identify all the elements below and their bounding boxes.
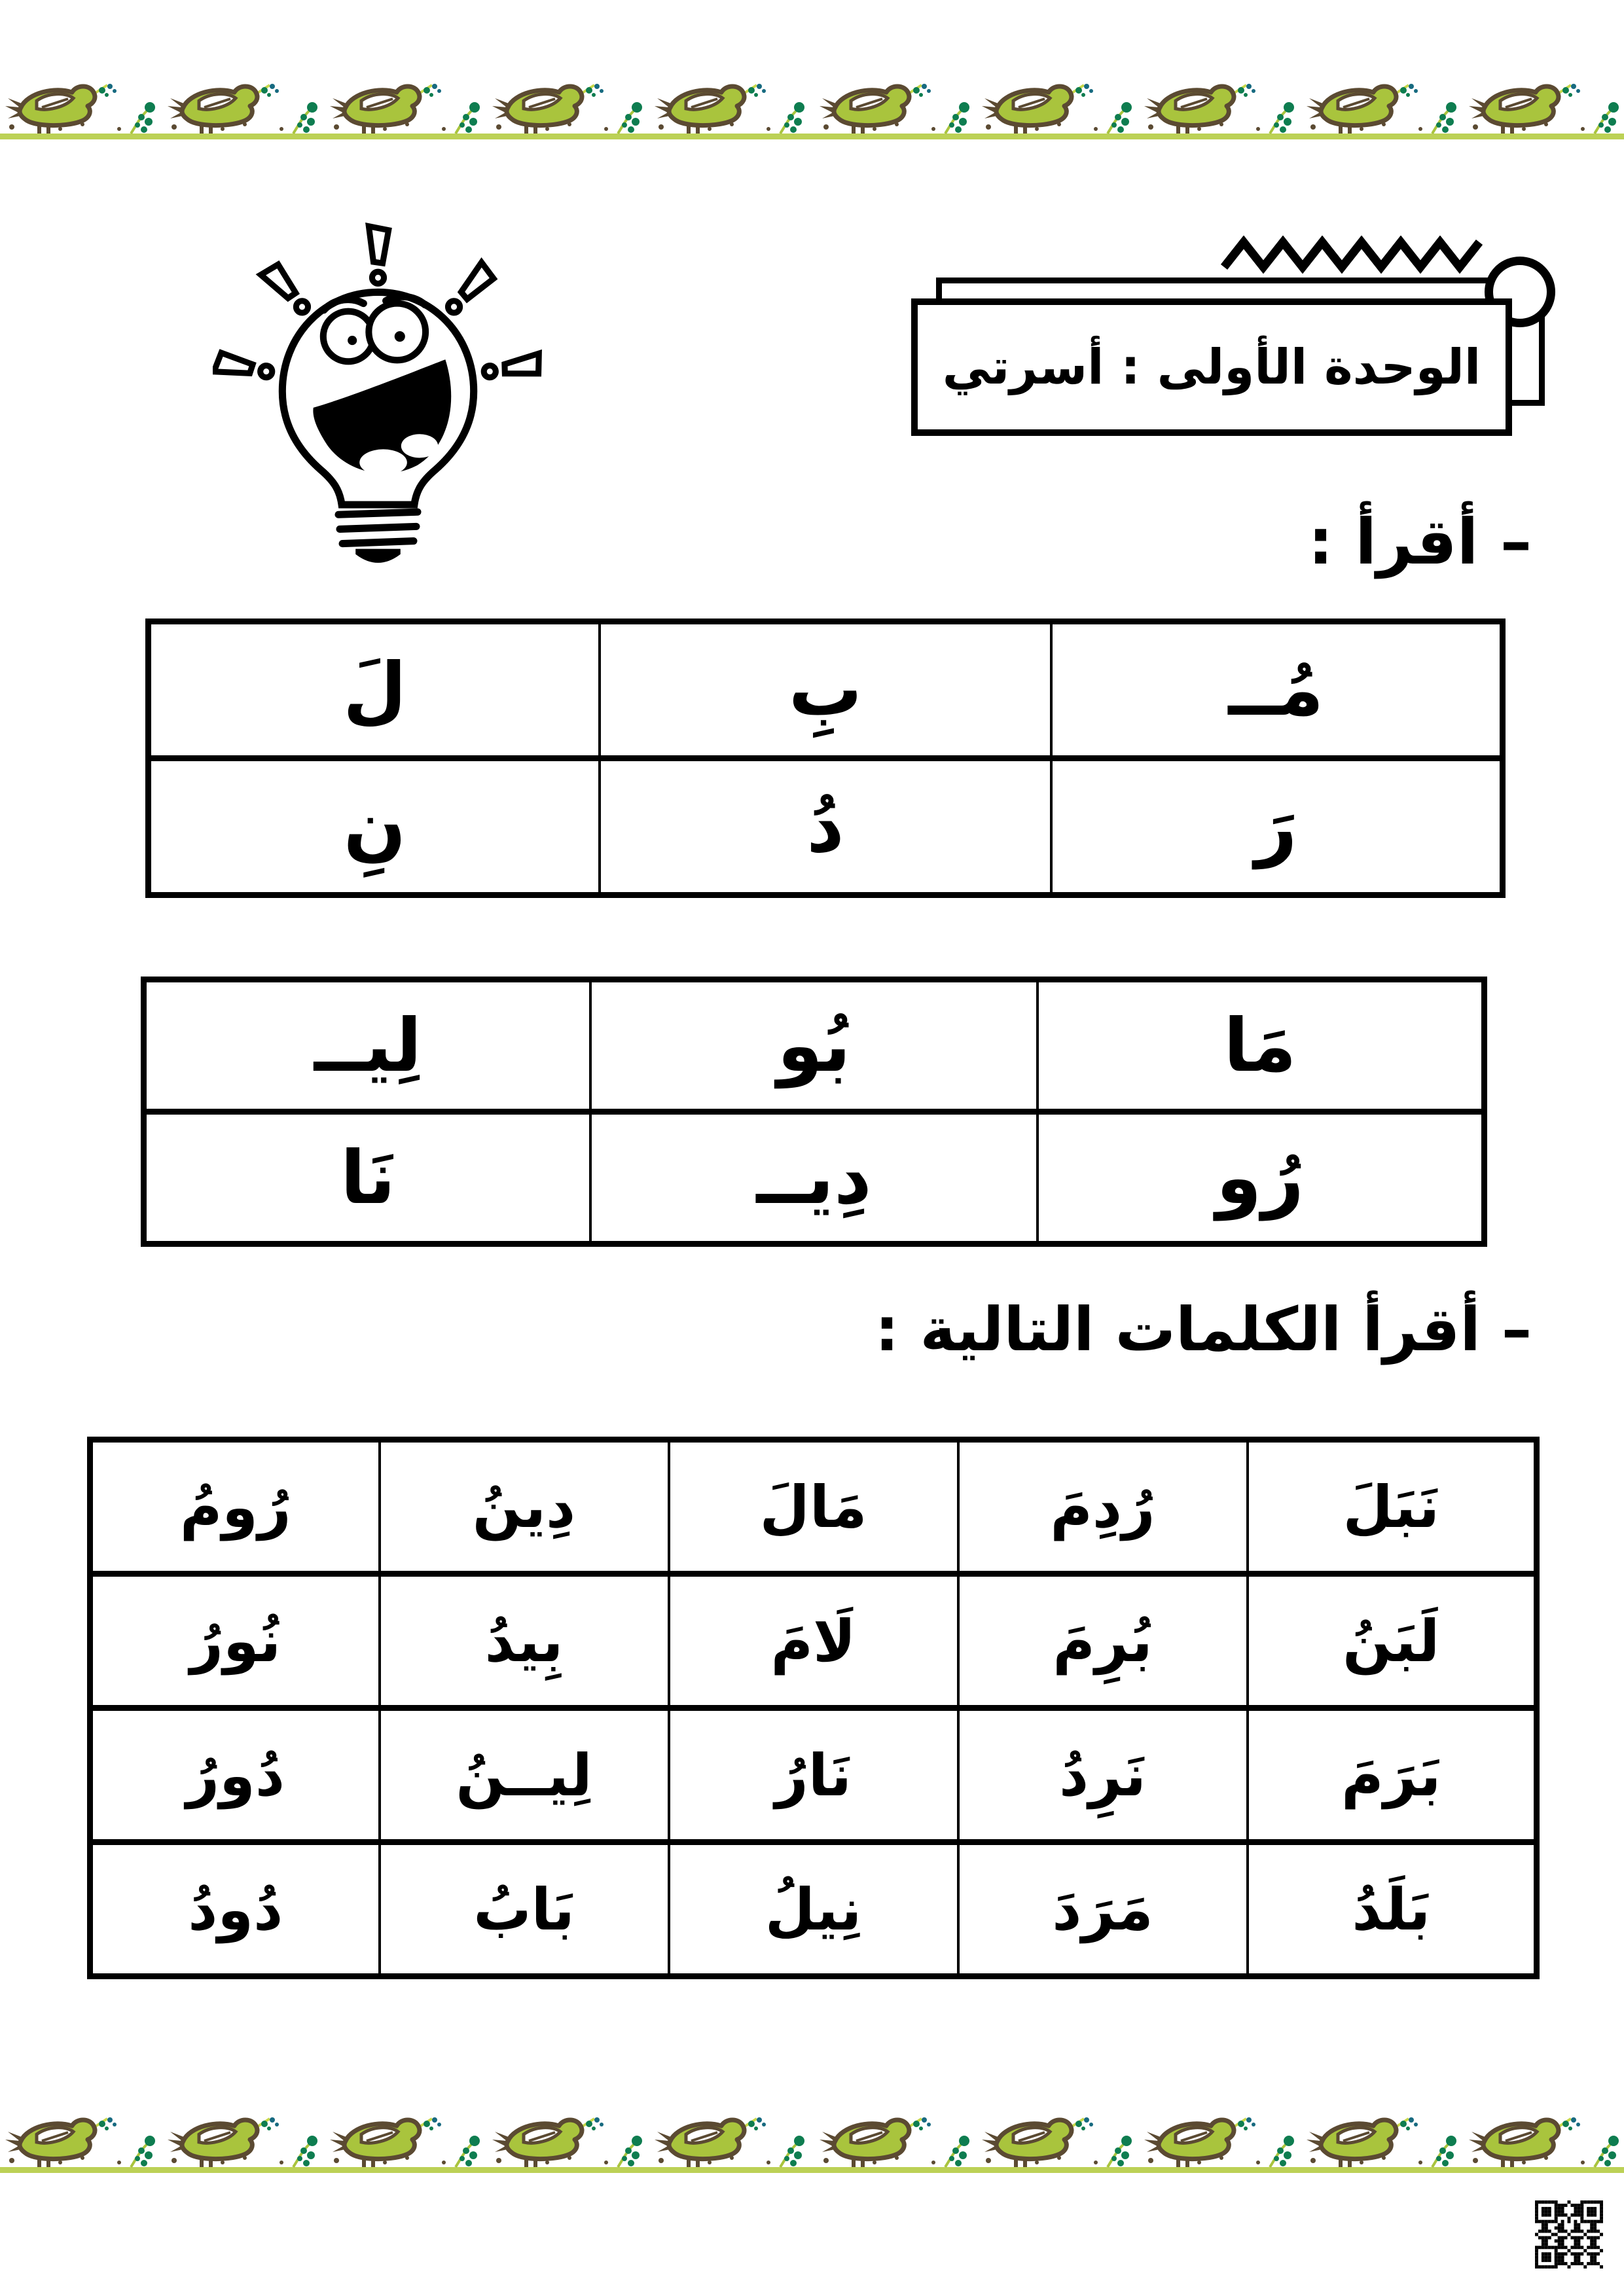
syllable-cell: لَ	[149, 622, 600, 759]
word-cell: لِيــنُ	[380, 1708, 669, 1842]
syllable-cell: رُو	[1038, 1112, 1485, 1244]
syllable-cell: مُــ	[1051, 622, 1503, 759]
top-bird-border	[0, 58, 1624, 146]
syllable-cell: دِيــ	[590, 1112, 1038, 1244]
syllable-cell: لِيــ	[144, 980, 591, 1112]
read-heading: – أقرأ :	[1308, 505, 1532, 579]
word-cell: نُورُ	[90, 1574, 380, 1708]
lightbulb-mascot	[213, 173, 543, 576]
read-words-heading: – أقرأ الكلمات التالية :	[875, 1295, 1532, 1365]
bottom-bird-border	[0, 2091, 1624, 2179]
syllable-table-2	[141, 977, 1487, 1247]
word-cell: دُورُ	[90, 1708, 380, 1842]
word-cell: بَلَدُ	[1248, 1842, 1537, 1977]
word-cell: بِيدُ	[380, 1574, 669, 1708]
syllable-cell: بُو	[590, 980, 1038, 1112]
table-row	[149, 759, 1503, 895]
table-row	[90, 1708, 1537, 1842]
title-box	[911, 298, 1512, 436]
table-row	[144, 1112, 1485, 1244]
syllable-cell: دُ	[600, 759, 1051, 895]
table-row	[90, 1574, 1537, 1708]
table-row	[144, 980, 1485, 1112]
word-cell: دِينُ	[380, 1440, 669, 1574]
word-cell: رُدِمَ	[958, 1440, 1248, 1574]
word-cell: نَرِدُ	[958, 1708, 1248, 1842]
syllable-cell: بِ	[600, 622, 1051, 759]
word-cell: دُودُ	[90, 1842, 380, 1977]
word-cell: رُومُ	[90, 1440, 380, 1574]
zigzag-decoration	[1221, 236, 1489, 274]
words-table	[87, 1437, 1540, 1979]
word-cell: نَبَلَ	[1248, 1440, 1537, 1574]
word-cell: لَبَنُ	[1248, 1574, 1537, 1708]
word-cell: نَارُ	[669, 1708, 958, 1842]
syllable-table-1	[145, 619, 1506, 898]
table-row	[90, 1440, 1537, 1574]
word-cell: مَالَ	[669, 1440, 958, 1574]
unit-title: الوحدة الأولى : أسرتي	[942, 339, 1481, 395]
qr-code	[1535, 2200, 1603, 2269]
table-row	[90, 1842, 1537, 1977]
table-row	[149, 622, 1503, 759]
syllable-cell: نِ	[149, 759, 600, 895]
word-cell: لَامَ	[669, 1574, 958, 1708]
word-cell: مَرَدَ	[958, 1842, 1248, 1977]
syllable-cell: رَ	[1051, 759, 1503, 895]
bulb-base	[338, 512, 418, 562]
word-cell: بَابُ	[380, 1842, 669, 1977]
word-cell: نِيلُ	[669, 1842, 958, 1977]
syllable-cell: نَا	[144, 1112, 591, 1244]
syllable-cell: مَا	[1038, 980, 1485, 1112]
word-cell: بُرِمَ	[958, 1574, 1248, 1708]
word-cell: بَرَمَ	[1248, 1708, 1537, 1842]
